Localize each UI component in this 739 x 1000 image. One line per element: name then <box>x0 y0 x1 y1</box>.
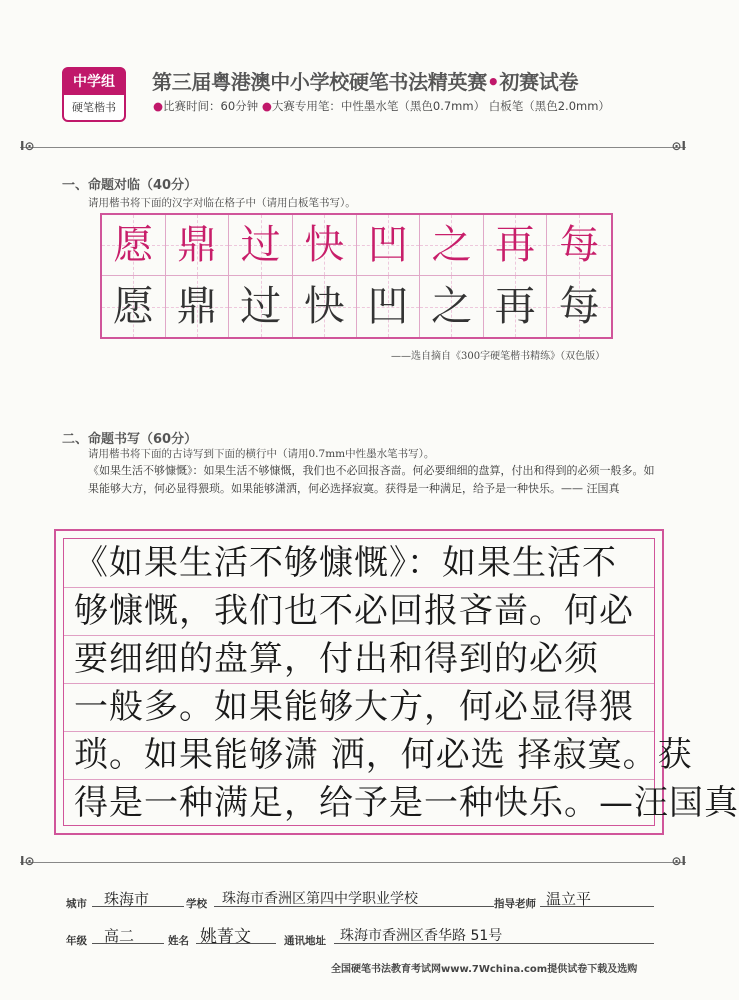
copied-char-cell <box>293 276 357 337</box>
ruled-line <box>64 779 654 780</box>
handwritten-line: 够慷慨，我们也不必回报吝啬。何必 <box>74 591 634 631</box>
model-char: 过 <box>240 222 281 268</box>
title-main: 第三届粤港澳中小学校硬笔书法精英赛 <box>152 70 487 94</box>
address-underline <box>334 943 654 944</box>
copied-char-cell <box>102 276 166 337</box>
section1-instruction: 请用楷书将下面的汉字对临在格子中（请用白板笔书写）。 <box>88 197 356 209</box>
name-value: 姚菁文 <box>200 927 251 947</box>
address-label: 通讯地址 <box>284 935 326 947</box>
divider-bottom <box>20 854 686 868</box>
rule-mark-right-icon: ⊙Ι <box>671 139 686 153</box>
school-underline <box>214 906 494 907</box>
copied-char: 再 <box>494 282 536 330</box>
model-char-cell <box>229 215 293 276</box>
writing-frame <box>54 529 739 835</box>
category-badge <box>62 67 126 122</box>
copied-char-cell <box>547 276 611 337</box>
copied-char-cell <box>229 276 293 337</box>
city-label: 城市 <box>66 898 87 910</box>
school-value: 珠海市香洲区第四中学职业学校 <box>222 891 418 907</box>
city-value: 珠海市 <box>104 890 150 908</box>
city-underline <box>92 906 184 907</box>
handwritten-line: 要细细的盘算，付出和得到的必须 <box>74 639 599 679</box>
model-char: 每 <box>559 222 600 268</box>
model-char: 凹 <box>367 222 408 268</box>
copied-char: 愿 <box>112 282 154 330</box>
ruled-line <box>64 587 654 588</box>
address-value: 珠海市香洲区香华路 51号 <box>340 928 503 944</box>
model-char-cell <box>547 215 611 276</box>
handwritten-line: 得是一种满足，给予是一种快乐。—汪国真 <box>74 783 739 823</box>
bullet-icon: ● <box>153 99 164 113</box>
model-char-cell <box>420 215 484 276</box>
handwritten-line: 一般多。如果能够大方，何必显得猥 <box>74 687 634 727</box>
model-char-cell <box>166 215 230 276</box>
copied-char: 鼎 <box>176 282 218 330</box>
section2-heading: 二、命题书写（60分） <box>62 432 198 447</box>
model-char: 快 <box>304 222 345 268</box>
teacher-value: 温立平 <box>546 890 592 908</box>
copied-char-cell <box>357 276 421 337</box>
copied-char-cell <box>166 276 230 337</box>
model-char-cell <box>357 215 421 276</box>
model-char: 鼎 <box>176 222 217 268</box>
model-char: 再 <box>495 222 536 268</box>
bullet-icon: ● <box>261 99 272 113</box>
writing-area <box>63 538 739 826</box>
grade-label: 年级 <box>66 935 87 947</box>
model-char-cell <box>293 215 357 276</box>
section1-heading: 一、命题对临（40分） <box>62 178 198 193</box>
exam-time: 比赛时间：60分钟 <box>163 99 259 113</box>
teacher-label: 指导老师 <box>494 898 536 910</box>
name-label: 姓名 <box>168 935 189 947</box>
exam-info <box>153 98 610 114</box>
handwritten-line: 琐。如果能够潇 洒，何必选 择寂寞。获 <box>74 735 693 775</box>
ruled-line <box>64 731 654 732</box>
rule-mark-right-icon: ⊙Ι <box>671 854 686 868</box>
teacher-underline <box>540 906 654 907</box>
model-char-cell <box>102 215 166 276</box>
model-char: 愿 <box>113 222 154 268</box>
grade-value: 高二 <box>104 927 135 945</box>
rule-mark-left-icon: Ι⊙ <box>20 139 35 153</box>
title-separator: • <box>486 70 500 94</box>
copied-char: 过 <box>240 282 282 330</box>
divider-top <box>20 139 686 153</box>
copied-char: 每 <box>558 282 600 330</box>
badge-style-label: 硬笔楷书 <box>72 101 116 114</box>
model-char-cell <box>484 215 548 276</box>
copied-char: 快 <box>303 282 345 330</box>
exam-pens: 大赛专用笔：中性墨水笔（黑色0.7mm） 白板笔（黑色2.0mm） <box>271 99 610 113</box>
name-underline <box>196 943 276 944</box>
copied-char: 凹 <box>367 282 409 330</box>
model-char: 之 <box>431 222 472 268</box>
page-title <box>152 66 692 95</box>
badge-group-label: 中学组 <box>64 69 124 95</box>
copy-grid <box>100 213 613 339</box>
rule-mark-left-icon: Ι⊙ <box>20 854 35 868</box>
school-label: 学校 <box>186 898 207 910</box>
section2-instruction: 请用楷书将下面的古诗写到下面的横行中（请用0.7mm中性墨水笔书写）。 <box>88 448 435 460</box>
website-note: 全国硬笔书法教育考试网www.7Wchina.com提供试卷下载及选购 <box>331 964 638 975</box>
title-tail: 初赛试卷 <box>499 70 579 94</box>
handwritten-line: 《如果生活不够慷慨》：如果生活不 <box>74 543 617 583</box>
grade-underline <box>92 943 164 944</box>
ruled-line <box>64 635 654 636</box>
copied-char: 之 <box>430 282 472 330</box>
source-note: ——选自摘自《300字硬笔楷书精练》（双色版） <box>391 351 606 362</box>
ruled-line <box>64 683 654 684</box>
poem-text: 《如果生活不够慷慨》：如果生活不够慷慨，我们也不必回报吝啬。何必要细细的盘算，付出和得到的必须一般多。如果能够大方，何必显得猥琐。如果能够潇洒，何必选择寂寞。获得是一种满足，给予是一种快乐。—— 汪国真 <box>88 464 655 495</box>
copied-char-cell <box>484 276 548 337</box>
copied-char-cell <box>420 276 484 337</box>
